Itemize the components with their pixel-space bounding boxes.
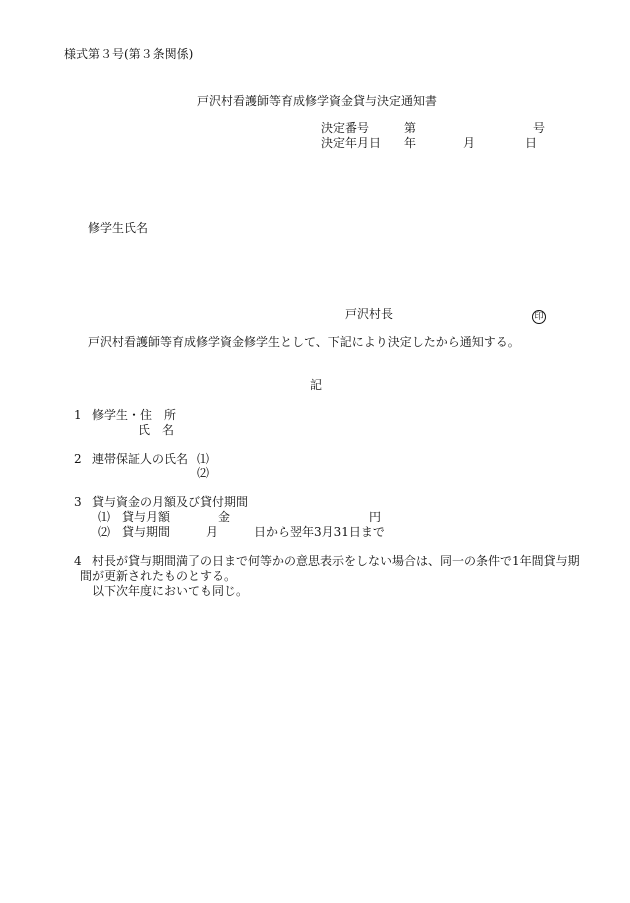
seal-mark xyxy=(532,307,546,324)
item-2-sub-1: ⑴ xyxy=(197,452,210,466)
ki-heading: 記 xyxy=(310,378,323,392)
issuer-name: 戸沢村長 xyxy=(345,307,394,321)
item-4-line-1: 村長が貸与期間満了の日まで何等かの意思表示をしない場合は、同一の条件で1年間貸与期 xyxy=(92,554,580,568)
decision-number-label: 決定番号 xyxy=(321,121,370,135)
recipient-label: 修学生氏名 xyxy=(88,221,149,235)
item-2-sub-2: ⑵ xyxy=(197,466,210,480)
item-2-number: 2 xyxy=(74,452,82,466)
decision-number-suffix: 号 xyxy=(533,121,546,135)
item-3-sub-2-month: 月 xyxy=(206,525,219,539)
item-3-sub-1-label: 貸与月額 xyxy=(122,510,171,524)
item-1-address-label: 修学生・住 所 xyxy=(92,408,177,422)
intro-text: 戸沢村看護師等育成修学資金修学生として、下記により決定したから通知する。 xyxy=(88,335,520,349)
item-3-sub-2-number: ⑵ xyxy=(98,525,111,539)
item-1-number: 1 xyxy=(74,408,82,422)
item-4-line-3: 以下次年度においても同じ。 xyxy=(92,584,249,598)
decision-date-label: 決定年月日 xyxy=(321,136,382,150)
decision-day: 日 xyxy=(525,136,538,150)
item-4-number: 4 xyxy=(74,554,82,568)
item-3-label: 貸与資金の月額及び貸付期間 xyxy=(92,495,249,509)
seal-icon: 印 xyxy=(532,310,546,324)
item-1-name-label: 氏 名 xyxy=(138,423,175,437)
item-3-sub-1-yen: 円 xyxy=(369,510,382,524)
decision-year: 年 xyxy=(404,136,417,150)
item-2-label: 連帯保証人の氏名 xyxy=(92,452,189,466)
item-4-line-2: 間が更新されたものとする。 xyxy=(80,569,237,583)
item-3-number: 3 xyxy=(74,495,82,509)
item-3-sub-2-rest: 日から翌年3月31日まで xyxy=(254,525,385,539)
item-3-sub-2-label: 貸与期間 xyxy=(122,525,171,539)
form-label: 様式第３号(第３条関係) xyxy=(64,47,194,61)
item-3-sub-1-kin: 金 xyxy=(218,510,231,524)
decision-month: 月 xyxy=(463,136,476,150)
decision-number-prefix: 第 xyxy=(404,121,417,135)
document-title: 戸沢村看護師等育成修学資金貸与決定通知書 xyxy=(197,94,438,108)
item-3-sub-1-number: ⑴ xyxy=(98,510,111,524)
